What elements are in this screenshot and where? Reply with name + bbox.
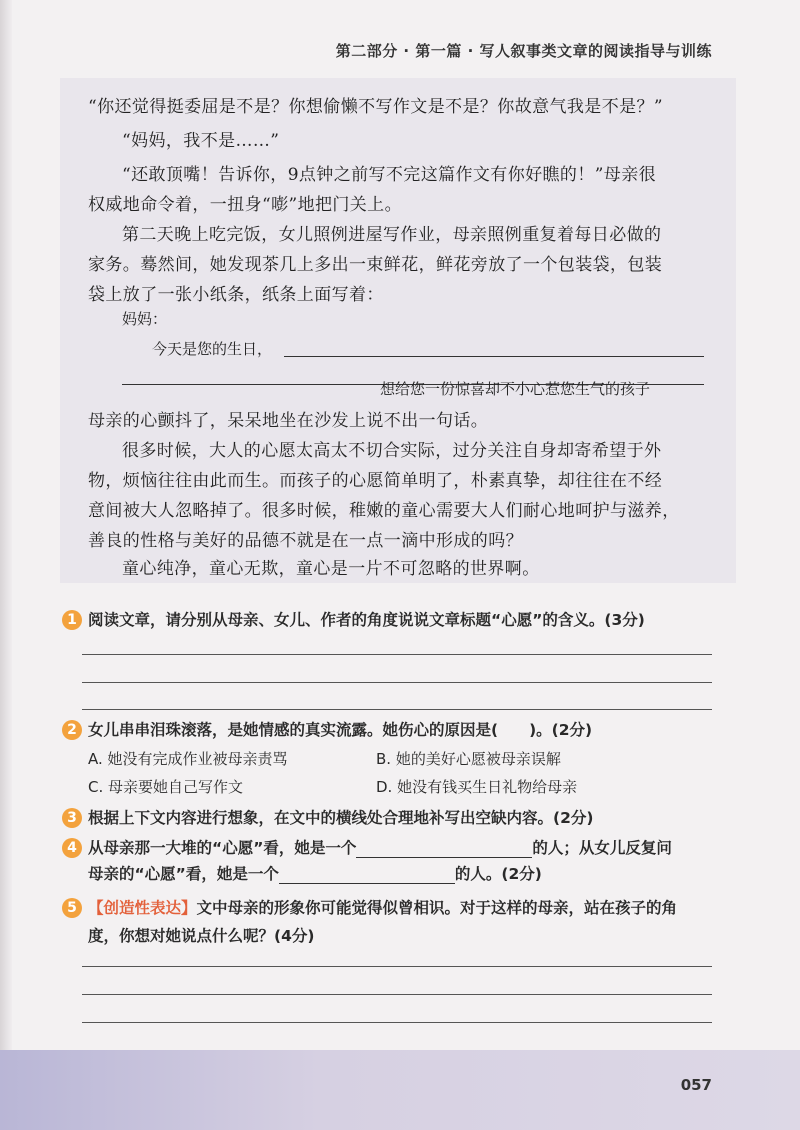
question-1: [62, 608, 645, 630]
question-text: 根据上下文内容进行想象，在文中的横线处合理地补写出空缺内容。(2分): [88, 809, 594, 827]
passage-line: 童心纯净，童心无欺，童心是一片不可忽略的世界啊。: [122, 559, 540, 579]
question-number-badge: 2: [62, 720, 82, 740]
page-number: 057: [680, 1076, 712, 1094]
passage-line: 母亲的心颤抖了，呆呆地坐在沙发上说不出一句话。: [88, 411, 489, 431]
question-text-part: 的人；从女儿反复问: [532, 839, 672, 857]
question-5-line-2: [88, 924, 314, 946]
option-c[interactable]: C. 母亲要她自己写作文: [88, 778, 244, 796]
question-text: 文中母亲的形象你可能觉得似曾相识。对于这样的母亲，站在孩子的角: [196, 899, 678, 917]
question-4: [62, 836, 672, 858]
note-salutation: 妈妈：: [122, 310, 168, 328]
passage-line: “还敢顶嘴！告诉你，9点钟之前写不完这篇作文有你好瞧的！”母亲很: [122, 165, 656, 185]
question-text-part: 的人。(2分): [454, 865, 542, 883]
question-text: 度，你想对她说点什么呢？(4分): [88, 927, 315, 945]
passage-line: 善良的性格与美好的品德不就是在一点一滴中形成的吗？: [88, 531, 523, 551]
answer-line[interactable]: [82, 966, 712, 967]
question-2: [62, 718, 592, 740]
passage-line: 家务。蓦然间，她发现茶几上多出一束鲜花，鲜花旁放了一个包装袋，包装: [88, 255, 663, 275]
creative-expression-tag: 【创造性表达】: [88, 899, 197, 917]
answer-line[interactable]: [82, 654, 712, 655]
passage-line: “你还觉得挺委屈是不是？你想偷懒不写作文是不是？你故意气我是不是？”: [88, 97, 663, 117]
question-text: 女儿串串泪珠滚落，是她情感的真实流露。她伤心的原因是( )。(2分): [88, 721, 593, 739]
question-number-badge: 1: [62, 610, 82, 630]
fill-in-blank[interactable]: [279, 869, 455, 884]
option-d[interactable]: D. 她没有钱买生日礼物给母亲: [376, 778, 578, 796]
answer-line[interactable]: [82, 1022, 712, 1023]
fill-in-blank[interactable]: [356, 843, 532, 858]
question-text: 阅读文章，请分别从母亲、女儿、作者的角度说说文章标题“心愿”的含义。(3分): [88, 611, 645, 629]
passage-line: 权威地命令着，一扭身“嘭”地把门关上。: [88, 195, 402, 215]
option-a[interactable]: A. 她没有完成作业被母亲责骂: [88, 750, 288, 768]
passage-line: “妈妈，我不是……”: [122, 131, 280, 151]
question-4-line-2: [88, 862, 542, 884]
note-signature: 想给您一份惊喜却不小心惹您生气的孩子: [380, 380, 651, 398]
page-header: 第二部分 · 第一篇 · 写人叙事类文章的阅读指导与训练: [335, 42, 712, 60]
question-text-part: 母亲的“心愿”看，她是一个: [88, 865, 279, 883]
option-b[interactable]: B. 她的美好心愿被母亲误解: [376, 750, 561, 768]
question-number-badge: 3: [62, 808, 82, 828]
passage-line: 很多时候，大人的心愿太高太不切合实际，过分关注自身却寄希望于外: [122, 441, 662, 461]
question-text-part: 从母亲那一大堆的“心愿”看，她是一个: [88, 839, 357, 857]
reading-passage: [60, 78, 736, 583]
passage-line: 第二天晚上吃完饭，女儿照例进屋写作业，母亲照例重复着每日必做的: [122, 225, 662, 245]
passage-line: 物，烦恼往往由此而生。而孩子的心愿简单明了，朴素真挚，却往往在不经: [88, 471, 663, 491]
fill-in-blank[interactable]: [284, 356, 704, 357]
question-number-badge: 4: [62, 838, 82, 858]
answer-line[interactable]: [82, 682, 712, 683]
passage-line: 袋上放了一张小纸条，纸条上面写着：: [88, 285, 384, 305]
question-5: [62, 896, 677, 918]
answer-line[interactable]: [82, 709, 712, 710]
page-edge: [0, 0, 12, 1130]
answer-line[interactable]: [82, 994, 712, 995]
note-line: 今天是您的生日，: [152, 340, 273, 358]
question-number-badge: 5: [62, 898, 82, 918]
question-3: [62, 806, 593, 828]
passage-line: 意间被大人忽略掉了。很多时候，稚嫩的童心需要大人们耐心地呵护与滋养，: [88, 501, 680, 521]
